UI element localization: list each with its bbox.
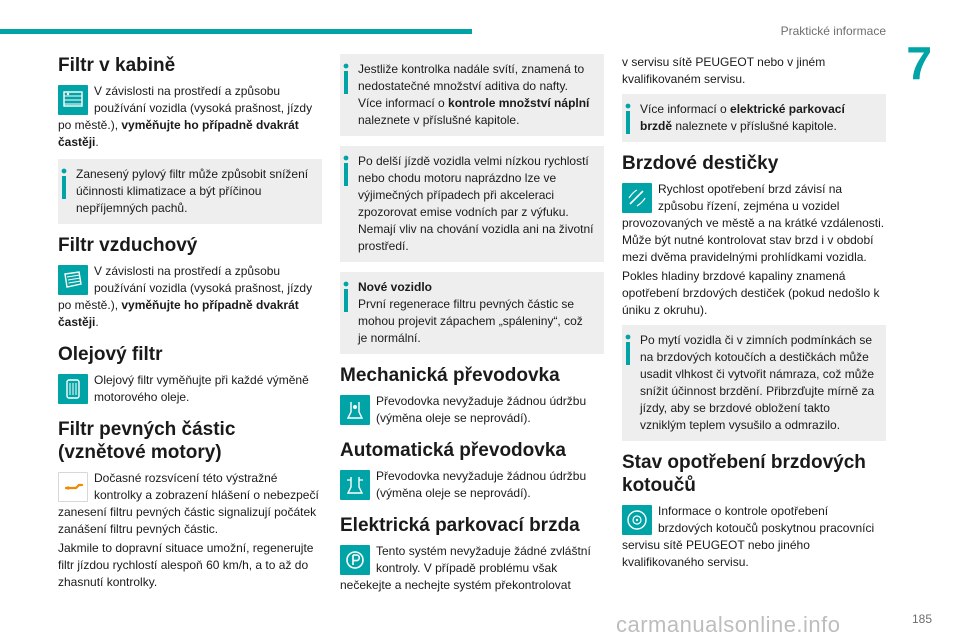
info-icon <box>60 167 70 199</box>
body-text: Jakmile to dopravní situace umožní, regenerujte filtr jízdou rychlostí alespoň 60 km/h, a to až do zhasnutí kontrolky. <box>58 541 314 589</box>
info-box <box>340 146 604 262</box>
brake-pad-icon <box>622 183 652 213</box>
body-text: Převodovka nevyžaduje žádnou údržbu (výměna oleje se neprovádí). <box>376 469 587 500</box>
section-brake-discs <box>622 451 886 573</box>
info-text: První regenerace filtru pevných částic se mohou projevit zápachem „spáleniny“, což je normální. <box>358 297 583 345</box>
emphasis-text: vyměňujte ho případně dvakrát častěji <box>58 298 299 329</box>
body-text: V závislosti na prostředí a způsobu používání vozidla (vysoká prašnost, jízdy po městě.), <box>58 264 313 312</box>
body-text: Pokles hladiny brzdové kapaliny znamená opotřebení brzdových destiček (pokud nedošlo k úniku z okruhu). <box>622 269 880 317</box>
section-title: Stav opotřebení brzdových kotoučů <box>622 452 866 496</box>
info-box <box>622 325 886 441</box>
air-filter-icon <box>58 265 88 295</box>
section-title: Filtr pevných částic (vznětové motory) <box>58 419 236 463</box>
info-icon <box>624 333 634 365</box>
info-text: Po delší jízdě vozidla velmi nízkou rychlostí nebo chodu motoru naprázdno lze ve výjimečných případech při akceleraci zpozorovat emise vodních par z výfuku. Nemají vliv na chování vozidla ani na životní prostředí. <box>358 154 594 253</box>
body-text: V závislosti na prostředí a způsobu používání vozidla (vysoká prašnost, jízdy po městě.), <box>58 84 313 132</box>
info-box <box>340 54 604 136</box>
info-icon <box>342 62 352 94</box>
body-text: . <box>95 315 99 329</box>
info-text: Více informací o <box>358 96 449 110</box>
info-icon <box>624 102 634 134</box>
section-title: Automatická převodovka <box>340 440 566 461</box>
gearbox-icon <box>340 395 370 425</box>
info-text: Zanesený pylový filtr může způsobit snížení účinnosti klimatizace a být příčinou nepříjemných pachů. <box>76 167 309 215</box>
chapter-number: 7 <box>906 37 932 89</box>
info-icon <box>342 154 352 186</box>
section-air-filter <box>58 234 322 333</box>
body-text: Převodovka nevyžaduje žádnou údržbu (výměna oleje se neprovádí). <box>376 394 587 425</box>
body-text: Dočasné rozsvícení této výstražné kontrolky a zobrazení hlášení o nebezpečí zanesení filtru pevných částic signalizují počátek zanášení filtru pevných částic. <box>58 471 319 536</box>
section-title: Filtr vzduchový <box>58 235 198 256</box>
cabin-filter-icon <box>58 85 88 115</box>
info-text: naleznete v příslušné kapitole. <box>358 113 520 127</box>
info-box <box>340 272 604 354</box>
section-title: Mechanická převodovka <box>340 365 560 386</box>
oil-filter-icon <box>58 374 88 404</box>
section-brake-pads <box>622 152 886 441</box>
section-particle-filter <box>58 418 322 591</box>
body-text: Olejový filtr vyměňujte při každé výměně motorového oleje. <box>94 373 309 404</box>
brake-disc-icon <box>622 505 652 535</box>
gearbox-icon <box>340 470 370 500</box>
dpf-warning-icon <box>58 472 88 502</box>
body-text: Tento systém nevyžaduje žádné zvláštní kontroly. V případě problému však nečekejte a nechejte systém překontrolovat <box>340 544 591 592</box>
section-title: Brzdové destičky <box>622 153 779 174</box>
info-text: Po mytí vozidla či v zimních podmínkách se na brzdových kotoučích a destičkách může usadit vlhkost či vytvořit námraza, což může snížit účinnost brzdění. Přibrzďujte mírně za jízdy, aby se brzdové obložení takto vzniklým teplem vysušilo a odmrazilo. <box>640 333 875 432</box>
section-title: Elektrická parkovací brzda <box>340 515 580 536</box>
emphasis-text: kontrole množství náplní <box>448 96 590 110</box>
column-2 <box>340 54 604 606</box>
section-title: Olejový filtr <box>58 344 163 365</box>
body-text: . <box>95 135 99 149</box>
section-oil-filter <box>58 343 322 408</box>
section-manual-gearbox <box>340 364 604 429</box>
body-text: v servisu sítě PEUGEOT nebo v jiném kvalifikovaném servisu. <box>622 55 826 86</box>
info-box <box>622 94 886 142</box>
emphasis-text: elektrické parkovací brzdě <box>640 102 845 133</box>
parking-brake-icon <box>340 545 370 575</box>
info-title: Nové vozidlo <box>358 280 433 294</box>
section-electric-parking-brake <box>340 514 604 596</box>
header-title: Praktické informace <box>780 24 886 38</box>
info-text: naleznete v příslušné kapitole. <box>672 119 837 133</box>
info-text: Více informací o <box>640 102 731 116</box>
watermark: carmanualsonline.info <box>616 612 841 637</box>
body-text: Rychlost opotřebení brzd závisí na způsobu řízení, zejména u vozidel provozovaných ve městě a na krátké vzdálenosti. Může být nutné kontrolovat stav brzd i v období mezi dvěma pravidelnými prohlídkami vozidla. <box>622 182 885 264</box>
info-text: Jestliže kontrolka nadále svítí, znamená to nedostatečné množství aditiva do nafty. <box>358 62 585 93</box>
section-cabin-filter <box>58 54 322 224</box>
info-box <box>58 159 322 224</box>
page-number: 185 <box>911 612 932 626</box>
body-text: Informace o kontrole opotřebení brzdových kotoučů poskytnou pracovníci servisu sítě PEUGEOT nebo jiného kvalifikovaného servisu. <box>622 504 875 569</box>
column-3 <box>622 54 886 583</box>
section-automatic-gearbox <box>340 439 604 504</box>
info-icon <box>342 280 352 312</box>
header-accent-bar <box>0 29 472 34</box>
emphasis-text: vyměňujte ho případně dvakrát častěji <box>58 118 299 149</box>
column-1 <box>58 54 322 601</box>
section-title: Filtr v kabině <box>58 55 176 76</box>
